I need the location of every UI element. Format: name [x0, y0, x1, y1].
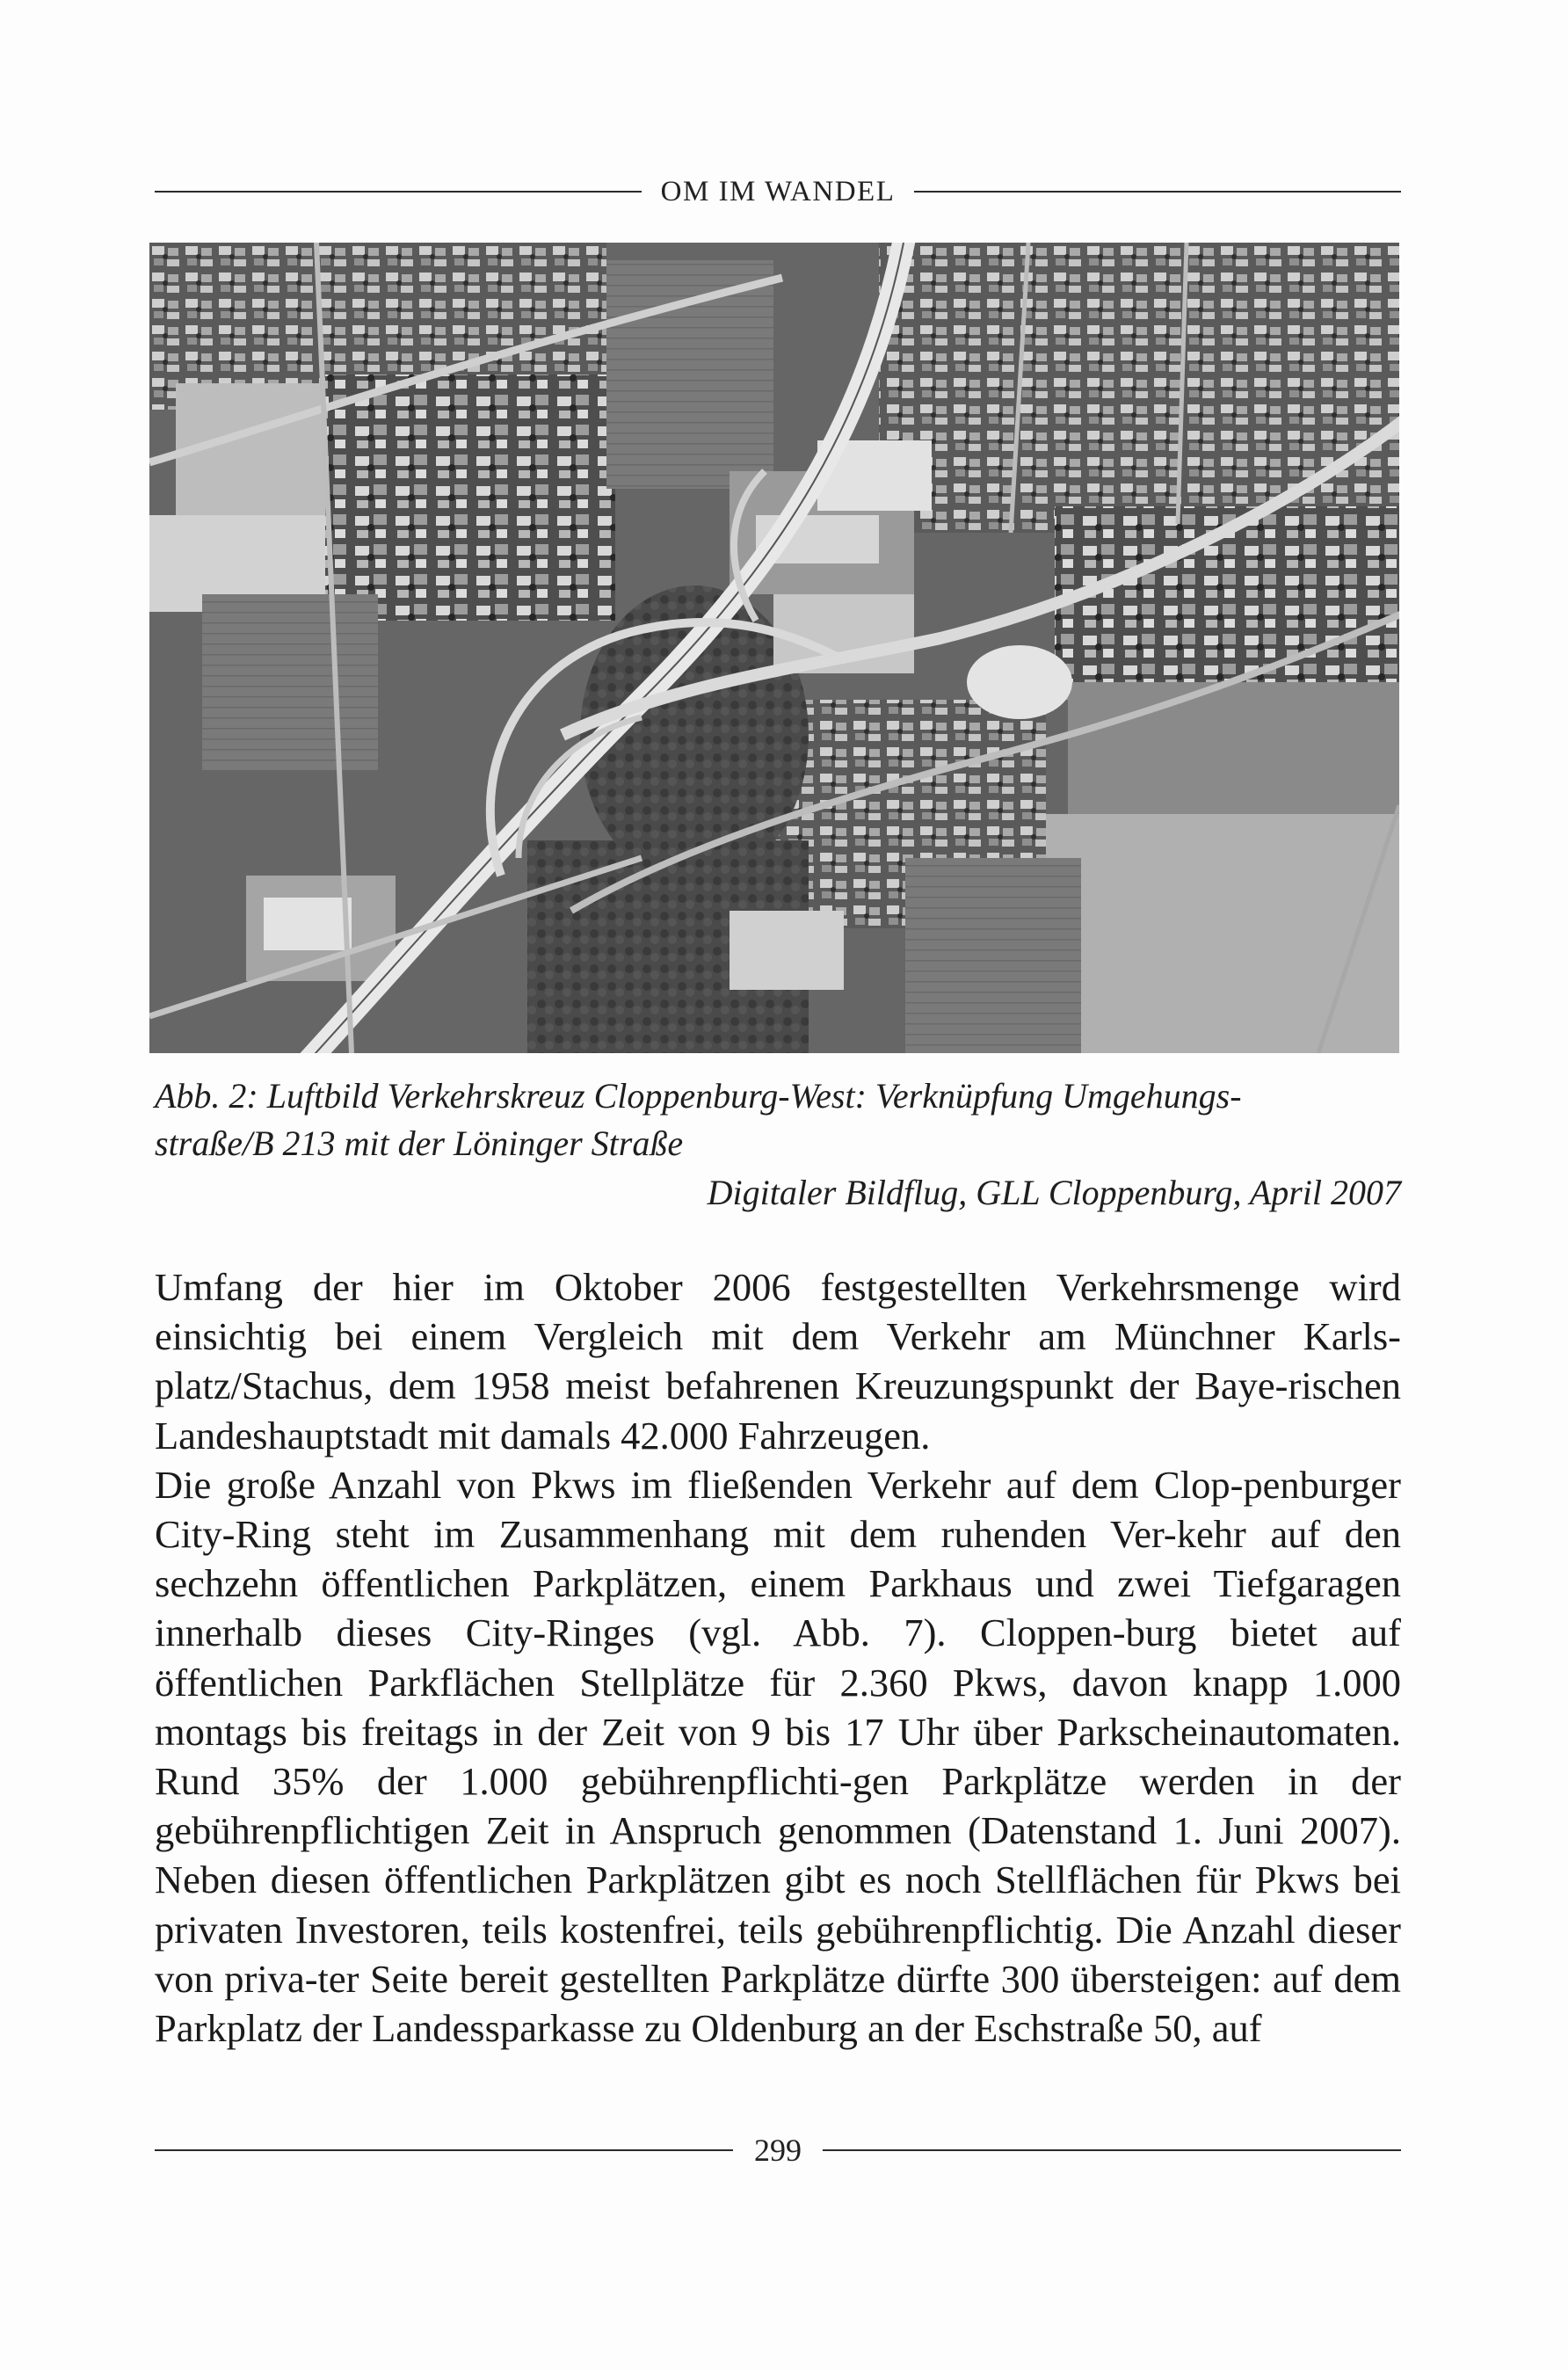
- running-header: [155, 174, 1401, 209]
- body-text: [155, 1262, 1401, 2053]
- footer-rule-right: [823, 2149, 1401, 2151]
- paragraph-2: Die große Anzahl von Pkws im fließenden Verkehr auf dem Clop-penburger City-Ring steht im Zusammenhang mit dem ruhenden Ver-kehr auf den sechzehn öffentlichen Parkplätzen, einem Parkhaus und zwei Tiefgaragen innerhalb dieses City-Ringes (vgl. Abb. 7). Cloppen-burg bietet auf öffentlichen Parkflächen Stellplätze für 2.360 Pkws, davon knapp 1.000 montags bis freitags in der Zeit von 9 bis 17 Uhr über Parkscheinautomaten. Rund 35% der 1.000 gebührenpflichti-gen Parkplätze werden in der gebührenpflichtigen Zeit in Anspruch genommen (Datenstand 1. Juni 2007). Neben diesen öffentlichen Parkplätzen gibt es noch Stellflächen für Pkws bei privaten Investoren, teils kostenfrei, teils gebührenpflichtig. Die Anzahl dieser von priva-ter Seite bereit gestellten Parkplätze dürfte 300 übersteigen: auf dem Parkplatz der Landessparkasse zu Oldenburg an der Eschstraße 50, auf: [155, 1462, 1401, 2051]
- running-title: OM IM WANDEL: [660, 175, 896, 207]
- aerial-photograph: [149, 243, 1399, 1053]
- header-rule-right: [914, 191, 1401, 193]
- footer-rule-left: [155, 2149, 733, 2151]
- figure-caption: [155, 1072, 1401, 1217]
- header-rule-left: [155, 191, 642, 193]
- caption-line-1: Abb. 2: Luftbild Verkehrskreuz Cloppenburg-West: Verknüpfung Umgehungs-: [155, 1076, 1242, 1116]
- caption-line-2: straße/B 213 mit der Löninger Straße: [155, 1123, 684, 1163]
- page-number: 299: [754, 2133, 802, 2168]
- caption-credit: Digitaler Bildflug, GLL Cloppenburg, April 2007: [707, 1173, 1401, 1212]
- page-footer: [155, 2131, 1401, 2170]
- paragraph-1: Umfang der hier im Oktober 2006 festgestellten Verkehrsmenge wird einsichtig bei einem Vergleich mit dem Verkehr am Münchner Karls-platz/Stachus, dem 1958 meist befahrenen Kreuzungspunkt der Baye-rischen Landeshauptstadt mit damals 42.000 Fahrzeugen.: [155, 1265, 1401, 1458]
